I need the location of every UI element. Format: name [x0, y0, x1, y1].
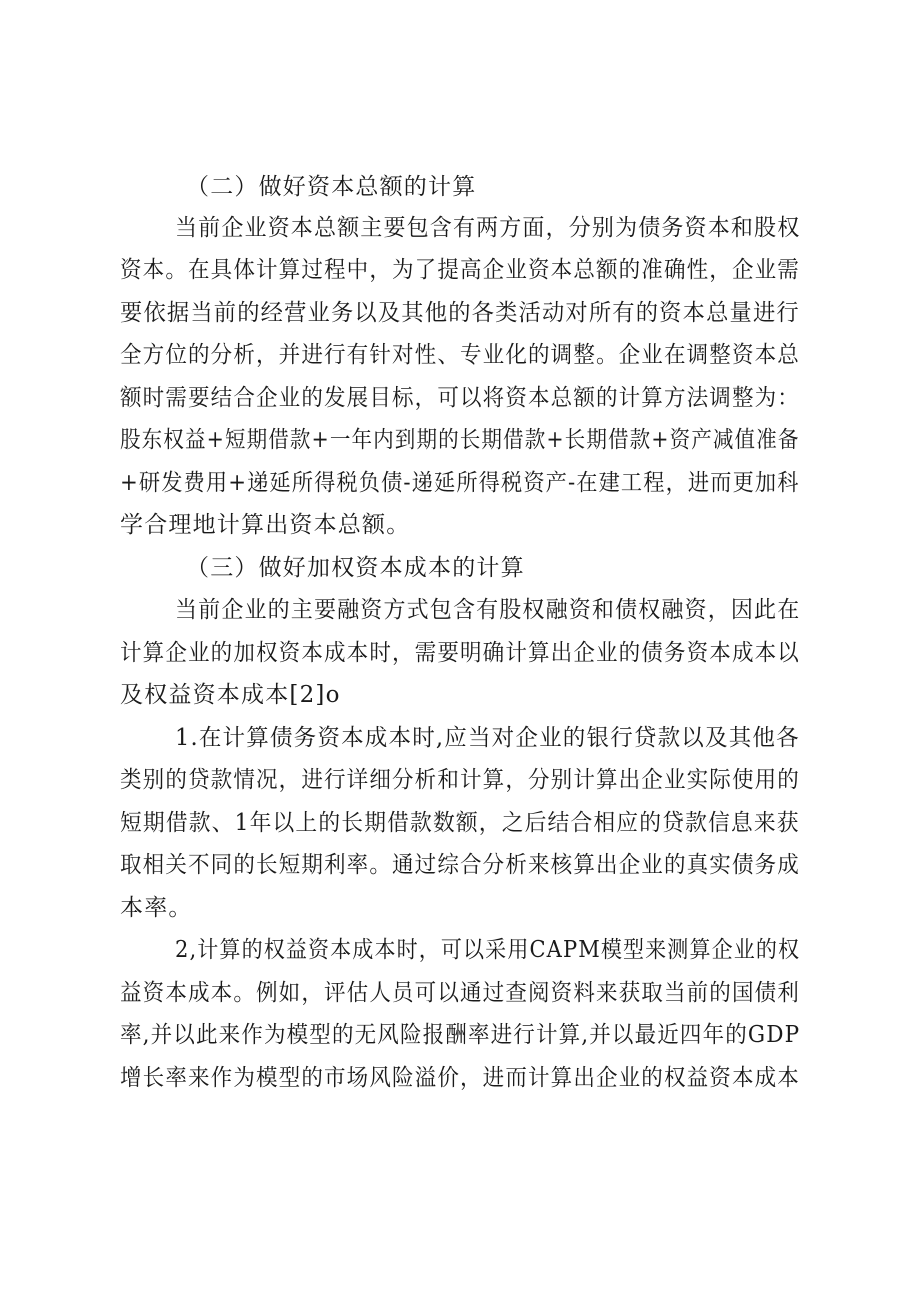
paragraph-line: 益资本成本。例如，评估人员可以通过查阅资料来获取当前的国债利: [120, 980, 800, 1006]
paragraph-line: +研发费用+递延所得税负债-递延所得税资产-在建工程，进而更加科: [120, 470, 800, 496]
paragraph-line: 计算企业的加权资本成本时，需要明确计算出企业的债务资本成本以: [120, 640, 800, 666]
paragraph-line: 短期借款、1年以上的长期借款数额，之后结合相应的贷款信息来获: [120, 810, 800, 836]
paragraph-line: 资本。在具体计算过程中，为了提高企业资本总额的准确性，企业需: [120, 257, 800, 283]
paragraph-line: 要依据当前的经营业务以及其他的各类活动对所有的资本总量进行: [120, 300, 800, 326]
paragraph-line: 额时需要结合企业的发展目标，可以将资本总额的计算方法调整为：: [120, 385, 800, 411]
list-item-1: 1.在计算债务资本成本时,应当对企业的银行贷款以及其他各: [175, 725, 800, 751]
paragraph-line: 取相关不同的长短期利率。通过综合分析来核算出企业的真实债务成: [120, 852, 800, 878]
paragraph-line: 当前企业的主要融资方式包含有股权融资和债权融资，因此在: [175, 597, 801, 623]
section-heading-2: （二）做好资本总额的计算: [186, 174, 477, 200]
paragraph-line: 股东权益+短期借款+一年内到期的长期借款+长期借款+资产减值准备: [120, 427, 800, 453]
paragraph-line: 当前企业资本总额主要包含有两方面，分别为债务资本和股权: [175, 215, 801, 241]
paragraph-line: 全方位的分析，并进行有针对性、专业化的调整。企业在调整资本总: [120, 342, 800, 368]
paragraph-line: 类别的贷款情况，进行详细分析和计算，分别计算出企业实际使用的: [120, 767, 800, 793]
list-item-2: 2,计算的权益资本成本时，可以采用CAPM模型来测算企业的权: [175, 937, 801, 963]
paragraph-line: 及权益资本成本[2]o: [120, 682, 341, 708]
paragraph-line: 本率。: [120, 895, 193, 921]
paragraph-line: 增长率来作为模型的市场风险溢价，进而计算出企业的权益资本成本: [120, 1065, 800, 1091]
paragraph-line: 学合理地计算出资本总额。: [120, 512, 411, 538]
section-heading-3: （三）做好加权资本成本的计算: [186, 555, 525, 581]
paragraph-line: 率,并以此来作为模型的无风险报酬率进行计算,并以最近四年的GDP: [120, 1022, 801, 1048]
